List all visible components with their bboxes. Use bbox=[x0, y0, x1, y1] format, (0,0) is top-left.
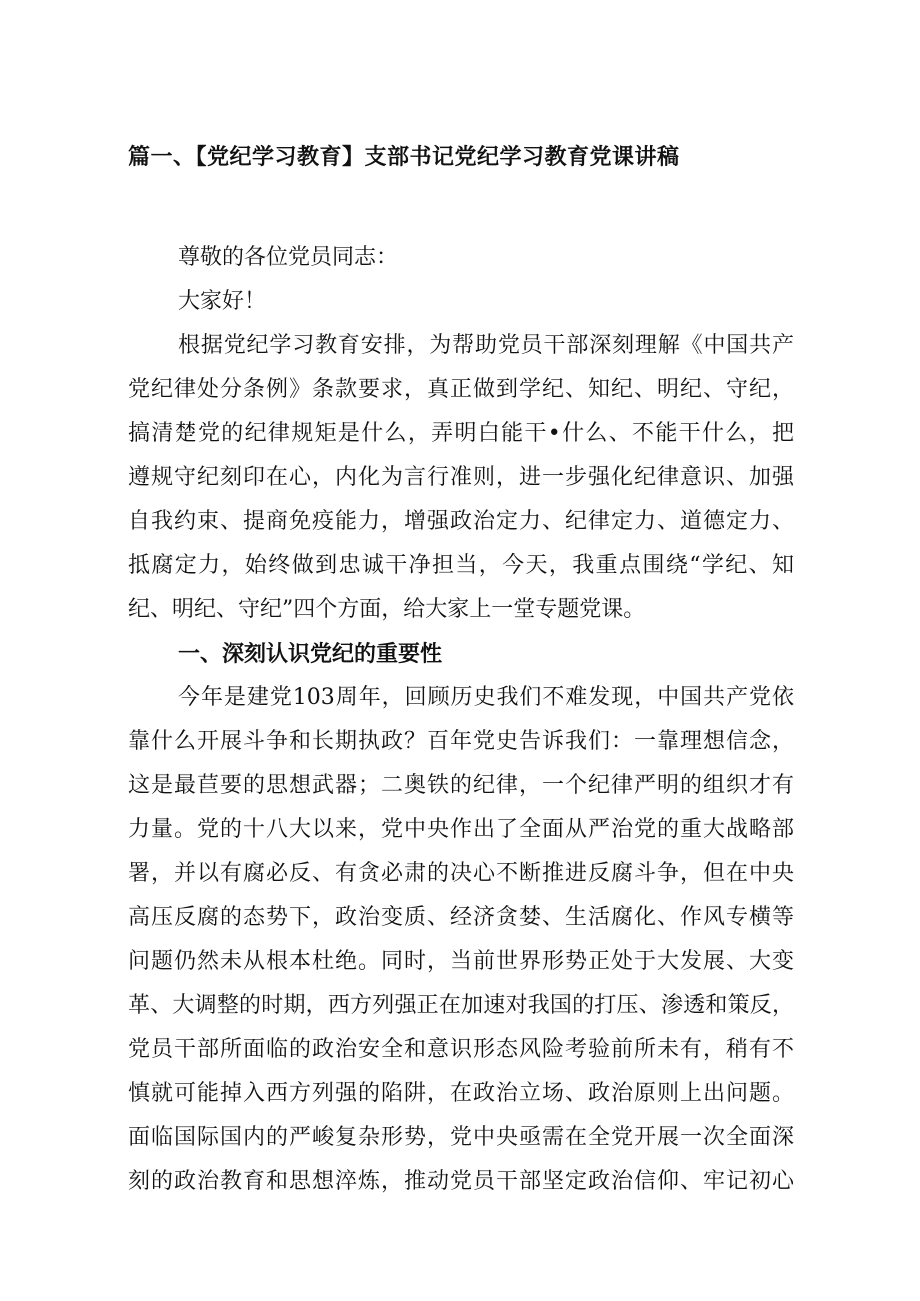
paragraph-1-line: 自我约束、提商免疫能力，增强政治定力、纪律定力、道德定力、 bbox=[128, 509, 794, 534]
document-body bbox=[128, 236, 794, 1204]
paragraph-1-line: 搞清楚党的纪律规矩是什么，弄明白能干•什么、不能干什么，把 bbox=[128, 421, 794, 446]
paragraph-2-line: 靠什么开展斗争和长期执政？百年党史告诉我们：一靠理想信念， bbox=[128, 729, 794, 754]
section-1-heading: 一、深刻认识党纪的重要性 bbox=[178, 641, 443, 667]
paragraph-1-line: 纪、明纪、守纪”四个方面，给大家上一堂专题党课。 bbox=[128, 597, 646, 622]
paragraph-2-line: 党员干部所面临的政治安全和意识形态风险考验前所未有，稍有不 bbox=[128, 1037, 794, 1062]
paragraph-2-line: 革、大调整的时期，西方列强正在加速对我国的打压、渗透和策反， bbox=[128, 993, 794, 1018]
paragraph-2-line: 慎就可能掉入西方列强的陷阱，在政治立场、政治原则上出问题。 bbox=[128, 1081, 794, 1106]
paragraph-1-line: 遵规守纪刻印在心，内化为言行准则，进一步强化纪律意识、加强 bbox=[128, 465, 794, 490]
paragraph-1-line: 抵腐定力，始终做到忠诚干净担当，今天，我重点围绕“学纪、知 bbox=[128, 553, 794, 578]
paragraph-2-line: 力量。党的十八大以来，党中央作出了全面从严治党的重大战略部 bbox=[128, 817, 794, 842]
paragraph-2-line: 署，并以有腐必反、有贪必肃的决心不断推进反腐斗争，但在中央 bbox=[128, 861, 794, 886]
paragraph-2-line: 高压反腐的态势下，政治变质、经济贪婪、生活腐化、作风专横等 bbox=[128, 905, 794, 930]
paragraph-2-line: 今年是建党103周年，回顾历史我们不难发现，中国共产党依 bbox=[178, 685, 794, 710]
paragraph-2-line: 刻的政治教育和思想淬炼，推动党员干部坚定政治信仰、牢记初心 bbox=[128, 1169, 794, 1194]
paragraph-2-line: 问题仍然未从根本杜绝。同时，当前世界形势正处于大发展、大变 bbox=[128, 949, 794, 974]
document-title: 篇一、【党纪学习教育】支部书记党纪学习教育党课讲稿 bbox=[128, 144, 680, 170]
paragraph-2-line: 面临国际国内的严峻复杂形势，党中央亟需在全党开展一次全面深 bbox=[128, 1125, 794, 1150]
greeting-line: 大家好！ bbox=[178, 289, 267, 314]
paragraph-2-line: 这是最苣要的思想武器；二奥铁的纪律，一个纪律严明的组织才有 bbox=[128, 773, 794, 798]
paragraph-1-line: 根据党纪学习教育安排，为帮助党员干部深刻理解《中国共产 bbox=[178, 333, 794, 358]
paragraph-1-line: 党纪律处分条例》条款要求，真正做到学纪、知纪、明纪、守纪， bbox=[128, 377, 794, 402]
salutation-line: 尊敬的各位党员同志： bbox=[178, 245, 399, 270]
